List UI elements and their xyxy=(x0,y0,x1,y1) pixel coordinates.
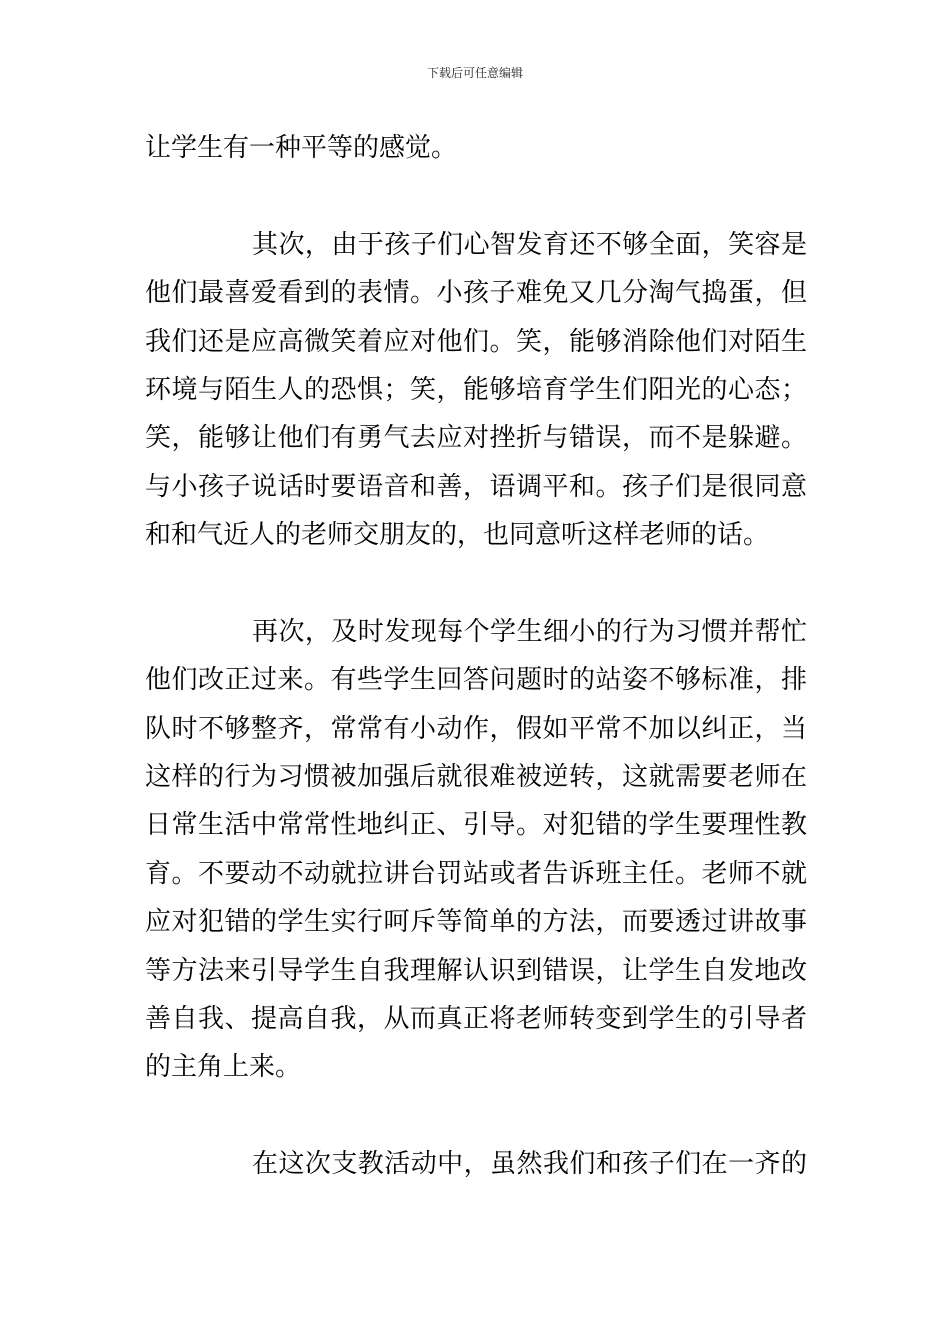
text-line: 善自我、提高自我，从而真正将老师转变到学生的引导者 xyxy=(145,1004,807,1035)
text-line: 我们还是应高微笑着应对他们。笑，能够消除他们对陌生 xyxy=(145,326,807,357)
paragraph-gap xyxy=(145,172,807,220)
paragraph xyxy=(145,221,807,560)
text-line: 其次，由于孩子们心智发育还不够全面，笑容是 xyxy=(252,229,807,260)
paragraph-gap xyxy=(145,560,807,608)
text-line: 等方法来引导学生自我理解认识到错误，让学生自发地改 xyxy=(145,955,807,986)
document-body xyxy=(145,124,807,1189)
text-line: 与小孩子说话时要语音和善，语调平和。孩子们是很同意 xyxy=(145,471,807,502)
text-line: 他们改正过来。有些学生回答问题时的站姿不够标准，排 xyxy=(145,665,807,696)
text-line: 在这次支教活动中，虽然我们和孩子们在一齐的 xyxy=(252,1149,807,1180)
text-line: 育。不要动不动就拉讲台罚站或者告诉班主任。老师不就 xyxy=(145,858,807,889)
text-line: 队时不够整齐，常常有小动作，假如平常不加以纠正，当 xyxy=(145,713,807,744)
paragraph xyxy=(145,1140,807,1188)
text-line: 这样的行为习惯被加强后就很难被逆转，这就需要老师在 xyxy=(145,762,807,793)
text-line: 让学生有一种平等的感觉。 xyxy=(145,133,458,163)
text-line: 和和气近人的老师交朋友的，也同意听这样老师的话。 xyxy=(145,520,770,551)
text-line: 环境与陌生人的恐惧；笑，能够培育学生们阳光的心态； xyxy=(145,374,807,405)
page-header: 下载后可任意编辑 xyxy=(426,66,523,80)
paragraph xyxy=(145,608,807,1092)
text-line: 的主角上来。 xyxy=(145,1052,302,1083)
text-line: 日常生活中常常性地纠正、引导。对犯错的学生要理性教 xyxy=(145,810,807,841)
text-line: 他们最喜爱看到的表情。小孩子难免又几分淘气捣蛋，但 xyxy=(145,278,807,309)
text-line: 笑，能够让他们有勇气去应对挫折与错误，而不是躲避。 xyxy=(145,423,807,454)
text-line: 应对犯错的学生实行呵斥等简单的方法，而要透过讲故事 xyxy=(145,907,807,938)
text-line: 再次，及时发现每个学生细小的行为习惯并帮忙 xyxy=(252,616,807,647)
paragraph xyxy=(145,124,807,172)
paragraph-gap xyxy=(145,1092,807,1140)
